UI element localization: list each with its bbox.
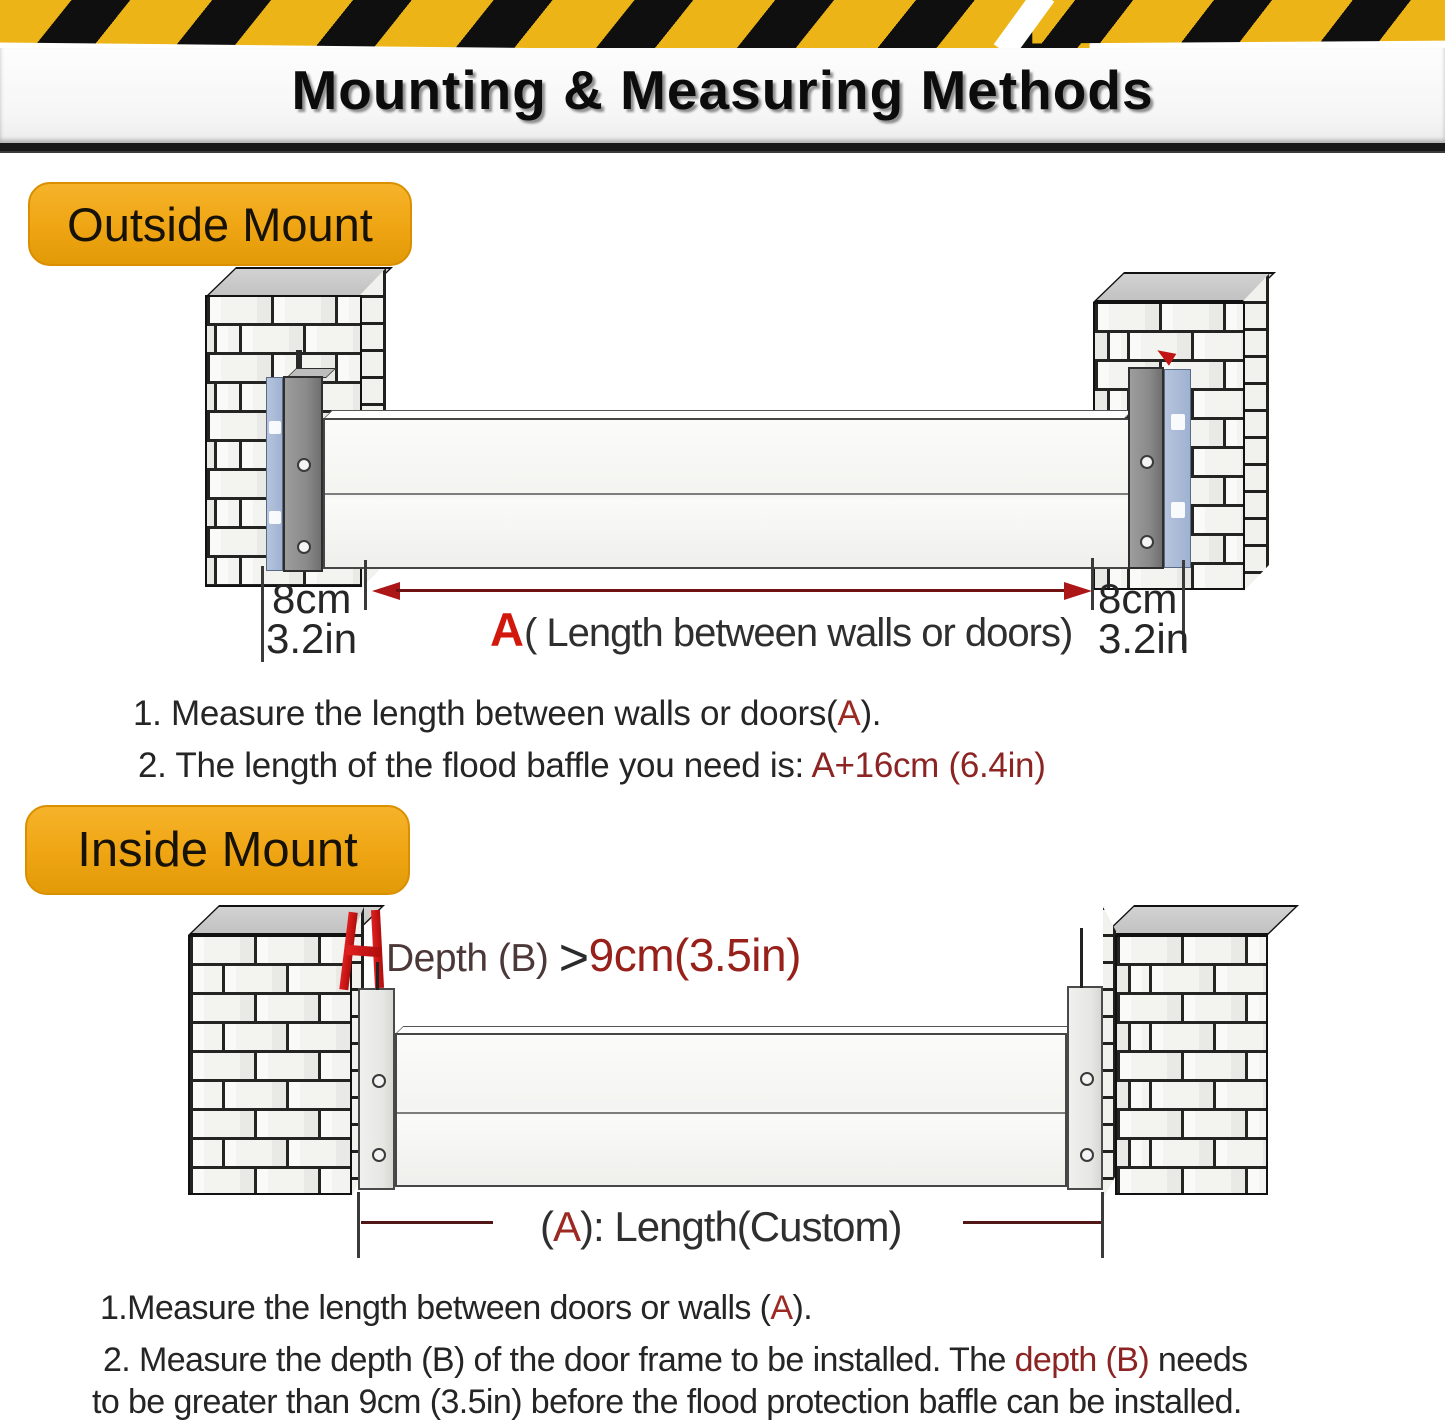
brick-course (190, 1024, 350, 1053)
depth-label-text: Depth (B) (386, 937, 559, 980)
inside-left-pillar (188, 935, 352, 1195)
brick-course (207, 297, 360, 326)
outside-mount-label-text: Outside Mount (67, 197, 373, 251)
inside-step-1 (100, 1289, 812, 1328)
depth-label-value: 9cm(3.5in) (588, 929, 801, 981)
seal-strip-mark (1171, 502, 1185, 518)
screw-hole (297, 458, 311, 472)
brick-course (190, 1053, 350, 1082)
bracket-pin (1080, 928, 1083, 988)
inside-step-1-text: 1.Measure the length between doors or walls ( (100, 1289, 771, 1327)
inside-right-pillar (1115, 935, 1268, 1195)
brick-course (190, 1140, 350, 1169)
barrier-panel-seam (325, 493, 1128, 495)
depth-label (386, 928, 801, 988)
outside-step-1 (133, 694, 881, 734)
outside-mount-label (28, 182, 412, 266)
offset-left-in: 3.2in (266, 615, 358, 662)
seal-strip-mark (1171, 414, 1185, 430)
brick-course (190, 995, 350, 1024)
inside-flood-barrier (395, 1033, 1067, 1187)
span-arrowhead-right (1064, 582, 1092, 600)
span-length-label (490, 602, 1072, 657)
hazard-tape-left (0, 0, 1090, 54)
brick-course (1117, 937, 1266, 966)
barrier-panel-seam (397, 1112, 1065, 1114)
outside-left-mounting-channel (283, 376, 323, 572)
screw-hole (297, 540, 311, 554)
inside-measure-extension-right (963, 1221, 1103, 1224)
span-arrow-line (396, 589, 1074, 592)
brick-course (1117, 1082, 1266, 1111)
screw-hole (1080, 1148, 1094, 1162)
inside-step-2-red: depth (B) (1014, 1341, 1150, 1379)
outside-flood-barrier (323, 418, 1130, 569)
brick-course (207, 326, 360, 355)
inside-step-1-end: ). (792, 1289, 813, 1327)
seal-strip-mark (269, 511, 281, 524)
outside-right-seal-strip (1164, 369, 1191, 568)
outside-step-1-end: ). (860, 694, 882, 733)
screw-hole (372, 1148, 386, 1162)
inside-length-label (540, 1203, 901, 1251)
inside-left-mounting-channel (358, 988, 395, 1190)
depth-gauge-bracket (344, 910, 386, 992)
outside-left-seal-strip (266, 377, 283, 571)
inside-mount-label-text: Inside Mount (77, 823, 358, 877)
span-length-text: ( Length between walls or doors) (523, 611, 1073, 655)
inside-measure-line-left (357, 1192, 360, 1258)
offset-right-in: 3.2in (1098, 615, 1190, 662)
brick-course (1095, 304, 1243, 333)
brick-course (190, 1111, 350, 1140)
inside-mount-label (25, 805, 410, 895)
length-label-text: ): Length(Custom) (580, 1203, 902, 1250)
outside-step-2-text: 2. The length of the flood baffle you need is: (138, 746, 812, 785)
brick-course (190, 966, 350, 995)
hazard-banner (0, 0, 1445, 154)
outside-step-2-red: A+16cm (6.4in) (811, 746, 1046, 785)
seal-strip-mark (269, 421, 281, 434)
brick-course (1117, 966, 1266, 995)
inside-step-2-line-1 (103, 1341, 1248, 1380)
outside-right-pillar-side (1243, 274, 1269, 592)
outside-step-1-red: A (837, 694, 861, 733)
inside-right-pillar-top (1103, 905, 1299, 935)
screw-hole (1140, 535, 1154, 549)
measure-line-left-outer (261, 566, 264, 662)
brick-course (190, 937, 350, 966)
brick-course (190, 1082, 350, 1111)
brick-course (1117, 1024, 1266, 1053)
inside-measure-line-right (1101, 1192, 1104, 1258)
brick-course (1117, 1140, 1266, 1169)
bracket-pin (376, 962, 379, 990)
offset-left-cm: 8cm (272, 575, 352, 622)
banner-divider-bar (0, 143, 1445, 153)
outside-right-mounting-channel (1128, 367, 1164, 569)
span-length-A: A (490, 603, 524, 656)
inside-step-1-red: A (770, 1289, 793, 1327)
hazard-tape-right (1032, 0, 1445, 44)
measure-tick-left (364, 560, 367, 610)
measure-tick-right (1091, 558, 1094, 610)
outside-step-2 (138, 746, 1046, 786)
length-label-A: A (553, 1203, 581, 1250)
screw-hole (1080, 1072, 1094, 1086)
inside-step-2-end: needs (1149, 1341, 1248, 1379)
page-title: Mounting & Measuring Methods (291, 59, 1154, 121)
brick-course (1117, 1053, 1266, 1082)
inside-measure-extension-left (361, 1221, 493, 1224)
brick-course (1117, 1169, 1266, 1195)
length-label-paren: ( (540, 1203, 553, 1250)
screw-hole (372, 1074, 386, 1088)
brick-course (1117, 995, 1266, 1024)
offset-right-cm: 8cm (1098, 575, 1178, 622)
screw-hole (1140, 455, 1154, 469)
outside-step-1-text: 1. Measure the length between walls or doors( (133, 694, 838, 733)
inside-step-2-line-2: to be greater than 9cm (3.5in) before the flood protection baffle can be installed. (92, 1383, 1242, 1421)
greater-than-sign: > (558, 929, 589, 987)
inside-step-2-text: 2. Measure the depth (B) of the door frame to be installed. The (103, 1341, 1015, 1379)
brick-course (190, 1169, 350, 1195)
inside-right-mounting-channel (1067, 986, 1103, 1190)
brick-course (1117, 1111, 1266, 1140)
